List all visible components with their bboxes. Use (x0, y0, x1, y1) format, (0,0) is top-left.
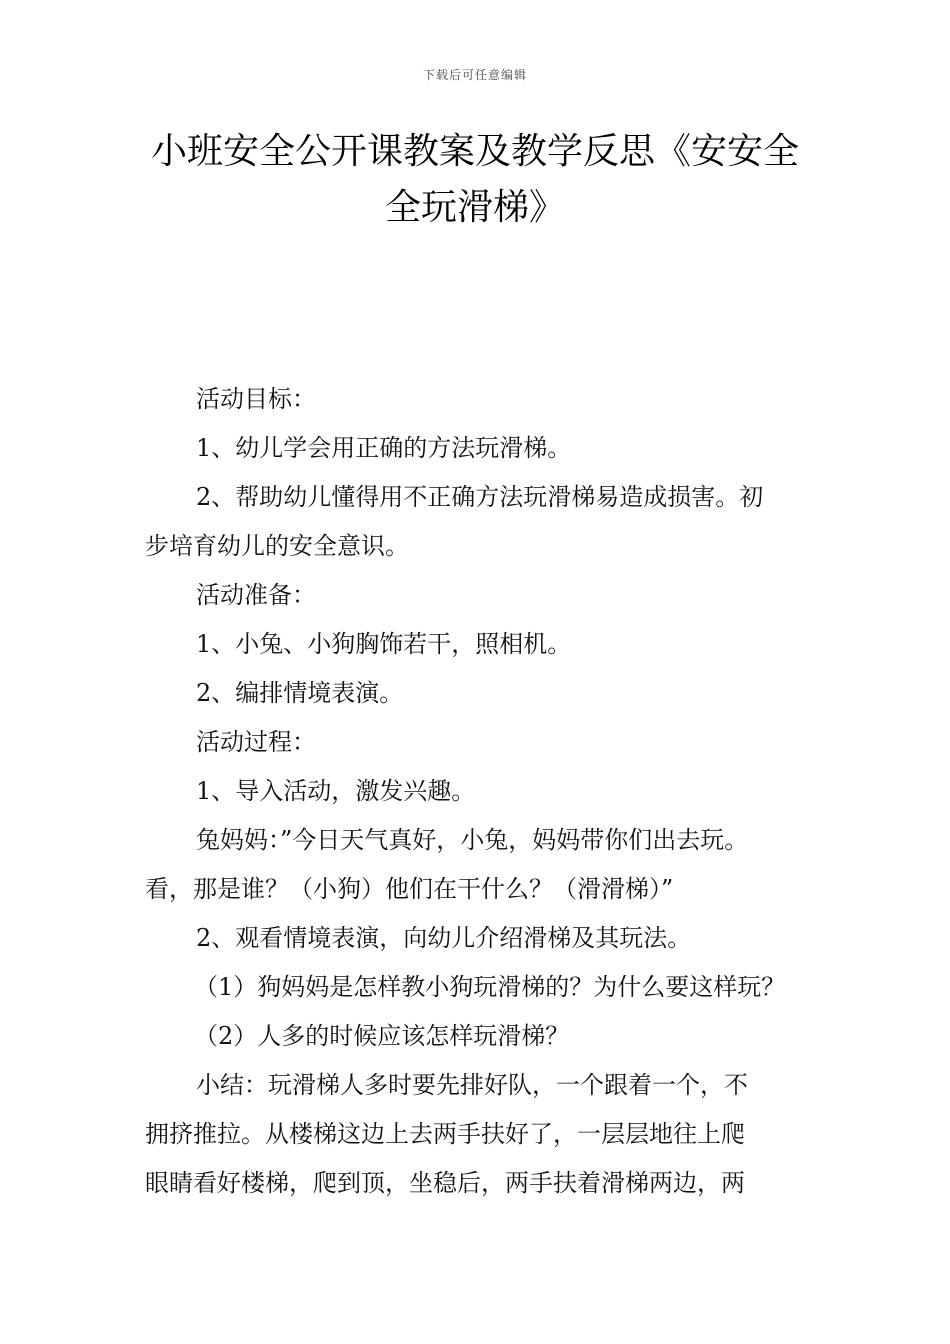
document-title (0, 124, 950, 236)
section-heading-preparation: 活动准备： (196, 581, 316, 609)
process-step-1: 1、导入活动，激发兴趣。 (196, 777, 476, 805)
question-2: （2）人多的时候应该怎样玩滑梯？ (194, 1022, 570, 1050)
summary-line-continued-1: 拥挤推拉。从楼梯这边上去两手扶好了，一层层地往上爬 (145, 1120, 745, 1148)
goal-item-2-continued: 步培育幼儿的安全意识。 (145, 532, 409, 560)
header-note: 下载后可任意编辑 (422, 68, 527, 82)
summary-line-continued-2: 眼睛看好楼梯，爬到顶，坐稳后，两手扶着滑梯两边，两 (145, 1169, 745, 1197)
goal-item-2: 2、帮助幼儿懂得用不正确方法玩滑梯易造成损害。初 (196, 483, 764, 511)
title-line-1: 小班安全公开课教案及教学反思《安安全 (150, 131, 799, 172)
title-line-2: 全玩滑梯》 (384, 187, 565, 228)
document-body (145, 375, 835, 1208)
process-step-2: 2、观看情境表演，向幼儿介绍滑梯及其玩法。 (196, 924, 692, 952)
preparation-item-1: 1、小兔、小狗胸饰若干，照相机。 (196, 630, 572, 658)
goal-item-1: 1、幼儿学会用正确的方法玩滑梯。 (196, 434, 572, 462)
question-1: （1）狗妈妈是怎样教小狗玩滑梯的？为什么要这样玩？ (194, 973, 786, 1001)
dialogue-line-continued: 看，那是谁？（小狗）他们在干什么？（滑滑梯）” (145, 875, 674, 903)
section-heading-goals: 活动目标： (196, 385, 316, 413)
section-heading-process: 活动过程： (196, 728, 316, 756)
summary-line: 小结：玩滑梯人多时要先排好队，一个跟着一个，不 (196, 1071, 748, 1099)
dialogue-line: 兔妈妈：”今日天气真好，小兔，妈妈带你们出去玩。 (196, 826, 749, 854)
preparation-item-2: 2、编排情境表演。 (196, 679, 404, 707)
